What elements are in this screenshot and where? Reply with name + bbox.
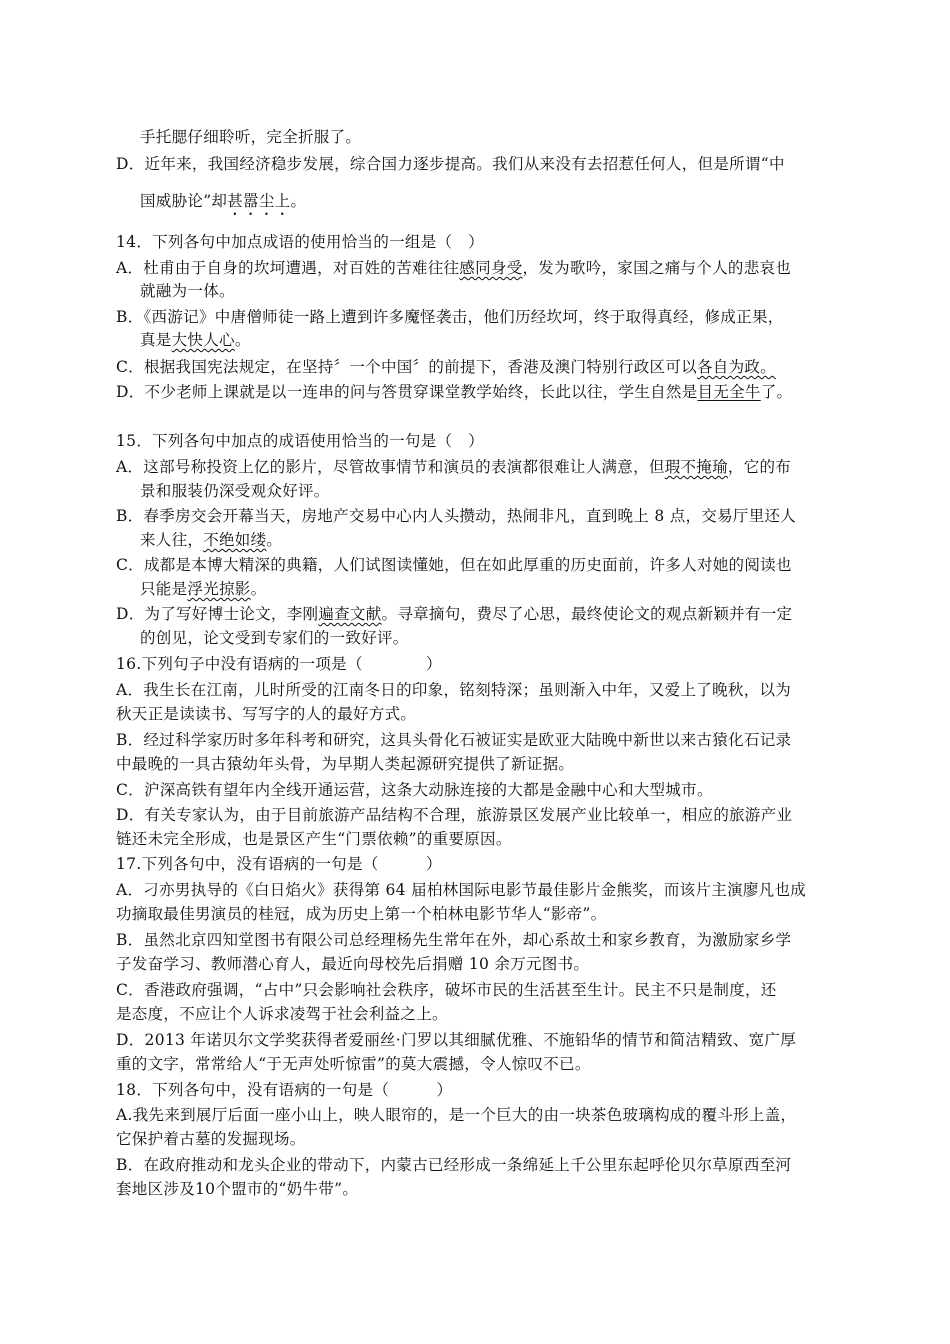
line-text: 国威胁论”却 [140,192,228,210]
line-text: A．我生长在江南，儿时所受的江南冬日的印象，铭刻特深；虽则渐入中年，又爱上了晚秋，以为 [116,681,792,699]
line-text: 手托腮仔细聆听，完全折服了。 [140,128,362,146]
line-text: C．成都是本博大精深的典籍，人们试图读懂她，但在如此厚重的历史面前，许多人对她的阅读也 [116,556,792,574]
line-text: B．虽然北京四知堂图书有限公司总经理杨先生常年在外，却心系故土和家乡教育，为激励家乡学 [116,931,792,949]
question-17 [116,854,442,874]
option-d-line [116,382,792,402]
option-c-line [116,357,776,377]
option-d-line [116,805,792,825]
question-16 [116,654,442,674]
option-c-line [116,980,777,1000]
line-text: 。寻章摘句，费尽了心思，最终使论文的观点新颖并有一定 [381,605,793,623]
question-text: 18．下列各句中，没有语病的一句是（ ） [116,1081,453,1099]
line-text: 的创见，论文受到专家们的一致好评。 [140,629,409,647]
line-text: ，发为歌吟，家国之痛与个人的悲哀也 [522,259,792,277]
line-text: C．沪深高铁有望年内全线开通运营，这条大动脉连接的大都是金融中心和大型城市。 [116,781,713,799]
line-text: C．香港政府强调，“占中”只会影响社会秩序，破坏市民的生活甚至生计。民主不只是制度，还 [116,981,777,999]
line-text: 链还未完全形成，也是景区产生“门票依赖”的重要原因。 [116,830,512,848]
option-d-line [116,1030,796,1050]
line-text: D．有关专家认为，由于目前旅游产品结构不合理，旅游景区发展产业比较单一，相应的旅游产业 [116,806,793,824]
line-text: A．杜甫由于自身的坎坷遭遇，对百姓的苦难往往 [116,259,460,277]
line-text: B．经过科学家历时多年科考和研究，这具头骨化石被证实是欧亚大陆晚中新世以来古猿化石记录 [116,731,792,749]
text-line [116,1179,358,1199]
option-a-line [116,1105,796,1125]
marked-idiom: 浮光掠影 [187,580,251,598]
dotted-idiom: 甚嚣尘上 [227,192,291,210]
text-line [116,1054,591,1074]
marked-idiom: 感同身受 [459,259,523,277]
line-text: D．近年来，我国经济稳步发展，综合国力逐步提高。我们从来没有去招惹任何人，但是所谓“中 [116,155,785,173]
text-line [116,1129,306,1149]
line-text: 真是 [140,331,172,349]
line-text: 子发奋学习、教师潜心育人，最近向母校先后捐赠 10 余万元图书。 [116,955,590,973]
marked-idiom: 各自为政。 [696,358,776,376]
option-a-line [116,258,791,278]
option-b-line [116,930,791,950]
line-text: ，它的布 [727,458,792,476]
question-14 [116,232,484,252]
line-text: 。 [234,331,251,349]
marked-idiom: 遍查文献 [318,605,382,623]
text-line [140,127,361,147]
option-b-line [116,1155,791,1175]
question-text: 14．下列各句中加点成语的使用恰当的一组是（ ） [116,233,484,251]
line-text: 。 [266,531,283,549]
text-line [116,704,416,724]
option-a-line [116,457,791,477]
line-text: A.我先来到展厅后面一座小山上，映人眼帘的，是一个巨大的由一块茶色玻璃构成的覆斗形上盖， [116,1106,797,1124]
line-text: A．这部号称投资上亿的影片，尽管故事情节和演员的表演都很难让人满意，但 [116,458,665,476]
text-line [140,191,306,219]
option-b-line [116,506,796,526]
text-line [140,281,235,301]
line-text: A．刁亦男执导的《白日焰火》获得第 64 届柏林国际电影节最佳影片金熊奖，而该片主演廖凡也成 [116,881,807,899]
text-line [140,481,330,501]
line-text: 套地区涉及10个盟市的“奶牛带”。 [116,1180,359,1198]
line-text: 秋天正是读读书、写写字的人的最好方式。 [116,705,417,723]
line-text: C．根据我国宪法规定，在坚持〞一个中国〞的前提下，香港及澳门特别行政区可以 [116,358,697,376]
line-text: 了。 [760,383,793,401]
text-line [116,754,574,774]
text-line [116,954,589,974]
text-line [116,904,606,924]
marked-idiom: 不绝如缕 [203,531,267,549]
line-text: B．春季房交会开幕当天，房地产交易中心内人头攒动，热闹非凡，直到晚上 8 点，交易厅里还人 [116,507,797,525]
text-line [116,1004,448,1024]
marked-idiom: 目无全牛 [697,383,761,401]
line-text: 中最晚的一具古猿幼年头骨，为早期人类起源研究提供了新证据。 [116,755,575,773]
question-15 [116,431,484,451]
line-text: 是态度，不应让个人诉求凌驾于社会利益之上。 [116,1005,448,1023]
option-a-line [116,880,806,900]
line-text: D．为了写好博士论文，李刚 [116,605,319,623]
option-d-line [116,604,792,624]
option-b-line [116,307,784,327]
marked-idiom: 瑕不掩瑜 [664,458,728,476]
text-line [140,330,251,350]
line-text: 就融为一体。 [140,282,235,300]
option-b-line [116,730,791,750]
text-line [140,530,282,550]
line-text: 只能是 [140,580,188,598]
line-text: 重的文字，常常给人“于无声处听惊雷”的莫大震撼，令人惊叹不已。 [116,1055,591,1073]
question-text: 15．下列各句中加点的成语使用恰当的一句是（ ） [116,432,484,450]
line-text: B．《西游记》中唐僧师徒一路上遭到许多魔怪袭击，他们历经坎坷，终于取得真经，修成正果， [116,308,784,326]
text-line [140,628,409,648]
marked-idiom: 大快人心 [171,331,235,349]
line-text: 功摘取最佳男演员的桂冠，成为历史上第一个柏林电影节华人“影帝”。 [116,905,607,923]
line-text: 景和服装仍深受观众好评。 [140,482,330,500]
line-text: 它保护着古墓的发掘现场。 [116,1130,306,1148]
line-text: 。 [250,580,267,598]
text-line [116,829,512,849]
line-text: 来人往， [140,531,204,549]
line-text: D．不少老师上课就是以一连串的问与答贯穿课堂教学始终，长此以往，学生自然是 [116,383,698,401]
option-c-line [116,780,713,800]
question-18 [116,1080,452,1100]
question-text: 16.下列句子中没有语病的一项是（ ） [116,655,442,673]
line-text: 。 [290,192,307,210]
option-a-line [116,680,791,700]
text-line [140,579,266,599]
option-d-line [116,154,785,174]
question-text: 17.下列各句中，没有语病的一句是（ ） [116,855,442,873]
line-text: B．在政府推动和龙头企业的带动下，内蒙古已经形成一条绵延上千公里东起呼伦贝尔草原西至河 [116,1156,792,1174]
line-text: D．2013 年诺贝尔文学奖获得者爱丽丝·门罗以其细腻优雅、不施铅华的情节和简洁精致、宽广厚 [116,1031,797,1049]
option-c-line [116,555,792,575]
